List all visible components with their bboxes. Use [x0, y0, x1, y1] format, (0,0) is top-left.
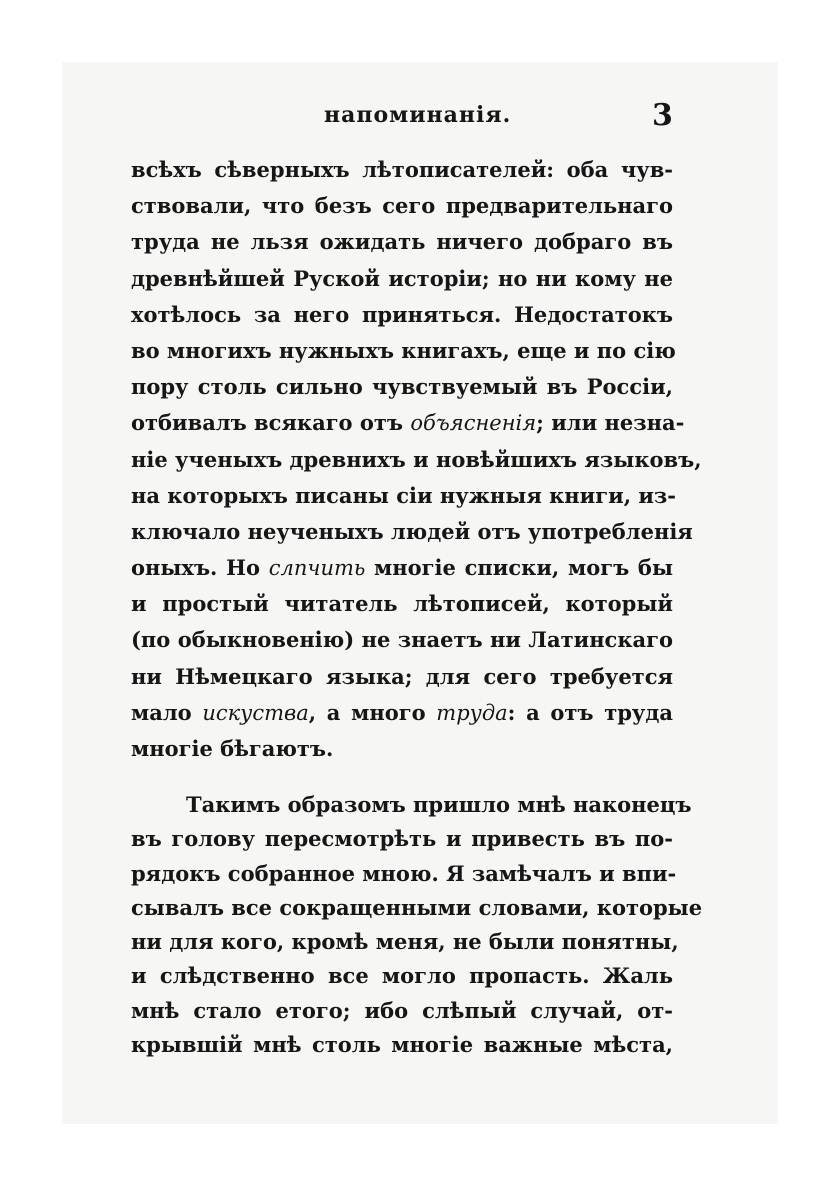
text-line: и простый читатель лѣтописей, который — [131, 591, 673, 617]
text-line: ствовали, что безъ сего предварительнаго — [131, 193, 673, 219]
text-line: рядокъ собранное мною. Я замѣчалъ и впи- — [131, 860, 677, 886]
text-line: мало искуства, а много труда: а отъ труда — [131, 699, 673, 725]
text-line: на которыхъ писаны сіи нужныя книги, из- — [131, 482, 677, 508]
italic-word: искуства — [202, 700, 309, 725]
text-line: ни Нѣмецкаго языка; для сего требуется — [131, 663, 673, 689]
text-line: (по обыкновенію) не знаетъ ни Латинскаго — [131, 627, 673, 653]
running-title: напоминанія. — [324, 102, 512, 128]
text-line: и слѣдственно все могло пропасть. Жаль — [131, 963, 673, 989]
italic-word: объясненія — [410, 411, 537, 436]
text-line: пору столь сильно чувствуемый въ Россіи, — [131, 374, 673, 400]
text-line: крывшій мнѣ столь многіе важные мѣста, — [131, 1032, 673, 1058]
text-line: во многихъ нужныхъ книгахъ, еще и по сію — [131, 337, 676, 363]
text-line: хотѣлось за него приняться. Недостатокъ — [131, 301, 673, 327]
text-line: мнѣ стало етого; ибо слѣпый случай, от- — [131, 997, 673, 1023]
paragraph-1 — [131, 152, 702, 767]
text-line: Такимъ образомъ пришло мнѣ наконецъ — [186, 792, 692, 817]
text-line: сывалъ все сокращенными словами, которые — [131, 894, 703, 920]
text-line: оныхъ. Но слпчить многіе списки, могъ бы — [131, 555, 673, 581]
text-line: труда не льзя ожидать ничего добраго въ — [131, 229, 673, 255]
page-number: 3 — [652, 98, 673, 133]
text-line: древнѣйшей Руской исторіи; но ни кому не — [131, 265, 673, 291]
text-line: ніе ученыхъ древнихъ и новѣйшихъ языковъ, — [131, 446, 702, 472]
text-line: ключало неученыхъ людей отъ употребленія — [131, 518, 693, 544]
italic-word: слпчить — [268, 556, 366, 581]
text-line: въ голову пересмотрѣть и привесть въ по- — [131, 826, 673, 852]
text-line: ни для кого, кромѣ меня, не были понятны, — [131, 929, 679, 955]
text-line: многіе бѣгаютъ. — [131, 736, 334, 761]
paragraph-2 — [131, 788, 703, 1062]
page-header — [0, 98, 840, 138]
italic-word: труда — [436, 700, 508, 725]
text-line: всѣхъ сѣверныхъ лѣтописателей: оба чув- — [131, 157, 673, 182]
text-line: отбивалъ всякаго отъ объясненія; или незна- — [131, 410, 685, 436]
